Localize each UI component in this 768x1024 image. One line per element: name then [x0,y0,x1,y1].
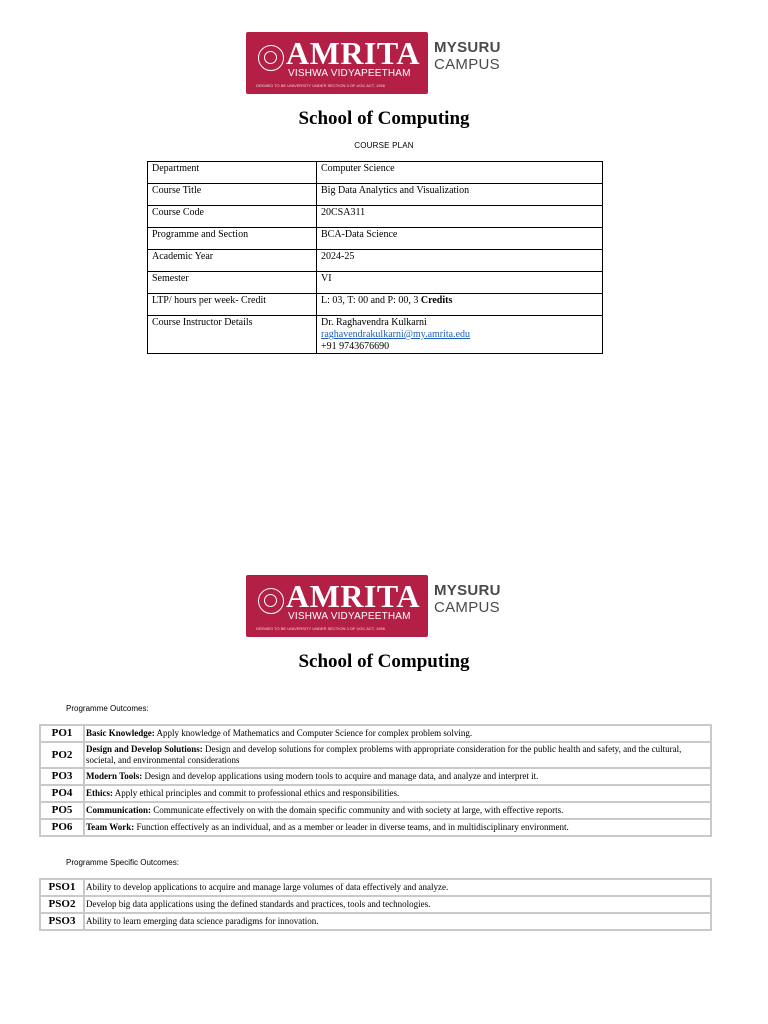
row-value: Big Data Analytics and Visualization [317,184,603,206]
row-value: 2024-25 [317,250,603,272]
campus-line1: MYSURU [434,582,501,599]
table-row [40,879,711,896]
outcome-desc: Communicate effectively on with the domain specific community and with society at large, with effective reports. [151,805,564,815]
campus-label [434,39,501,73]
outcome-text [84,785,711,802]
table-row [40,768,711,785]
row-label: Course Instructor Details [148,316,317,354]
outcome-text: Ability to learn emerging data science paradigms for innovation. [84,913,711,930]
outcome-desc: Function effectively as an individual, and as a member or leader in diverse teams, and in multidisciplinary environment. [134,822,569,832]
logo-subtitle: VISHWA VIDYAPEETHAM [288,68,411,79]
outcome-text [84,819,711,836]
table-row [148,184,603,206]
programme-specific-outcomes-table [39,878,712,931]
instructor-name: Dr. Raghavendra Kulkarni [321,317,427,328]
ltp-value: L: 03, T: 00 and P: 00, 3 [321,295,421,306]
outcome-text: Ability to develop applications to acquire and manage large volumes of data effectively and analyze. [84,879,711,896]
outcomes-page [0,543,768,1024]
credits-label: Credits [420,295,453,306]
po-heading: Programme Outcomes: [66,704,149,713]
table-row [148,250,603,272]
table-row [148,228,603,250]
table-row [148,206,603,228]
outcome-desc: Apply ethical principles and commit to professional ethics and responsibilities. [113,788,400,798]
campus-line2: CAMPUS [434,56,500,73]
table-row [148,316,603,354]
amrita-logo [246,575,506,637]
outcome-desc: Design and develop solutions for complex problems with appropriate consideration for the public health and safety, and the cultural, societal, and environmental considerations [86,744,682,765]
row-value: Computer Science [317,162,603,184]
outcome-desc: Apply knowledge of Mathematics and Computer Science for complex problem solving. [154,728,473,738]
outcome-head: Modern Tools: [86,771,143,781]
row-label: Course Title [148,184,317,206]
university-seal-icon [258,45,284,71]
logo-badge [246,32,428,94]
table-row [40,725,711,742]
logo-subtitle: VISHWA VIDYAPEETHAM [288,611,411,622]
outcome-text [84,768,711,785]
outcome-code: PO1 [40,725,84,742]
outcome-code: PSO3 [40,913,84,930]
table-row [148,294,603,316]
amrita-logo [246,32,506,94]
logo-wordmark: AMRITA [286,578,420,614]
outcome-text [84,802,711,819]
row-label: Course Code [148,206,317,228]
outcome-text [84,725,711,742]
table-row [40,913,711,930]
outcome-code: PO5 [40,802,84,819]
table-row [40,785,711,802]
row-label: LTP/ hours per week- Credit [148,294,317,316]
logo-tagline: DEEMED TO BE UNIVERSITY UNDER SECTION 3 OF UGC ACT, 1956 [256,626,385,631]
row-label: Academic Year [148,250,317,272]
table-row [40,819,711,836]
course-details-table [147,161,603,354]
page-subtitle: COURSE PLAN [354,141,414,150]
instructor-phone: +91 9743676690 [321,341,390,352]
outcome-head: Communication: [86,805,151,815]
table-row [40,896,711,913]
university-seal-icon [258,588,284,614]
row-value: BCA-Data Science [317,228,603,250]
outcome-head: Design and Develop Solutions: [86,744,203,754]
row-value: VI [317,272,603,294]
outcome-code: PSO2 [40,896,84,913]
outcome-head: Basic Knowledge: [86,728,155,738]
row-value: 20CSA311 [317,206,603,228]
logo-tagline: DEEMED TO BE UNIVERSITY UNDER SECTION 3 OF UGC ACT, 1956 [256,83,385,88]
table-row [40,742,711,768]
programme-outcomes-table [39,724,712,837]
instructor-details [317,316,603,354]
logo-badge [246,575,428,637]
row-value [317,294,603,316]
outcome-code: PO3 [40,768,84,785]
page-title: School of Computing [298,651,470,672]
table-row [148,162,603,184]
row-label: Department [148,162,317,184]
campus-label [434,582,501,616]
outcome-code: PO6 [40,819,84,836]
table-row [148,272,603,294]
outcome-text: Develop big data applications using the defined standards and practices, tools and technologies. [84,896,711,913]
row-label: Semester [148,272,317,294]
outcome-code: PO4 [40,785,84,802]
outcome-text [84,742,711,768]
outcome-head: Ethics: [86,788,113,798]
outcome-code: PO2 [40,742,84,768]
instructor-email-link[interactable]: raghavendrakulkarni@my.amrita.edu [321,329,471,340]
row-label: Programme and Section [148,228,317,250]
campus-line2: CAMPUS [434,599,500,616]
page-title: School of Computing [298,108,470,129]
outcome-head: Team Work: [86,822,135,832]
pso-heading: Programme Specific Outcomes: [66,858,179,867]
outcome-desc: Design and develop applications using modern tools to acquire and manage data, and analyze and interpret it. [142,771,539,781]
table-row [40,802,711,819]
logo-wordmark: AMRITA [286,35,420,71]
outcome-code: PSO1 [40,879,84,896]
campus-line1: MYSURU [434,39,501,56]
